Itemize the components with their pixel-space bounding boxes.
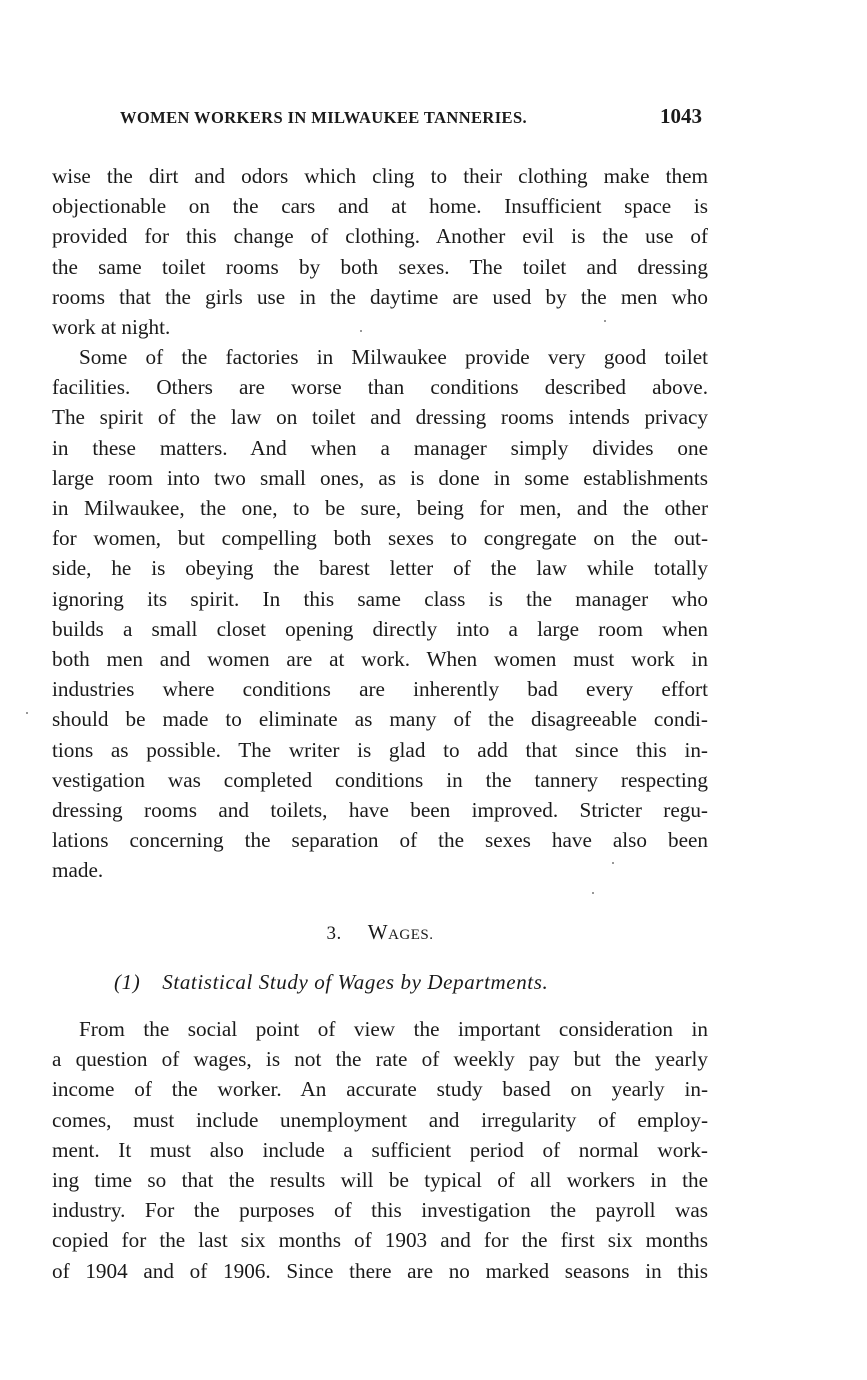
text-line: of 1904 and of 1906. Since there are no marked seasons in this — [52, 1258, 708, 1283]
text-line: From the social point of view the important consideration in — [79, 1017, 708, 1041]
text-line: ing time so that the results will be typical of all workers in the — [52, 1168, 708, 1193]
text-line: lations concerning the separation of the sexes have also been — [52, 828, 708, 853]
text-line: builds a small closet opening directly into a large room when — [52, 616, 708, 641]
paragraph-2 — [52, 342, 708, 886]
text-line: in these matters. And when a manager simply divides one — [52, 435, 708, 460]
running-head — [52, 104, 709, 134]
section-title-initial: W — [367, 920, 389, 944]
section-heading — [0, 920, 760, 945]
text-line: copied for the last six months of 1903 and for the first six months — [52, 1228, 708, 1253]
text-line: industry. For the purposes of this investigation the payroll was — [52, 1198, 708, 1223]
section-number: 3. — [326, 923, 342, 944]
subsection-title: Statistical Study of Wages by Departments. — [162, 970, 549, 994]
running-title: WOMEN WORKERS IN MILWAUKEE TANNERIES. — [120, 108, 528, 127]
scan-speck — [604, 320, 606, 322]
text-line: comes, must include unemployment and irregularity of employ- — [52, 1107, 708, 1132]
section-title-rest: AGES. — [388, 927, 434, 943]
text-line: should be made to eliminate as many of the disagreeable condi- — [52, 707, 708, 732]
scan-speck — [612, 862, 614, 864]
text-line: a question of wages, is not the rate of weekly pay but the yearly — [52, 1047, 708, 1072]
paragraph-1 — [52, 161, 708, 342]
text-line: side, he is obeying the barest letter of the law while totally — [52, 556, 708, 581]
paragraph-3 — [52, 1014, 708, 1286]
text-line: for women, but compelling both sexes to congregate on the out- — [52, 526, 708, 551]
text-line: industries where conditions are inherently bad every effort — [52, 677, 708, 702]
text-line: both men and women are at work. When women must work in — [52, 647, 708, 672]
text-line: income of the worker. An accurate study based on yearly in- — [52, 1077, 708, 1102]
text-line: Some of the factories in Milwaukee provide very good toilet — [79, 345, 708, 369]
subsection-heading — [114, 970, 548, 995]
page-number: 1043 — [660, 104, 702, 128]
subsection-number: (1) — [114, 970, 141, 994]
text-line: dressing rooms and toilets, have been improved. Stricter regu- — [52, 798, 708, 823]
text-line: ignoring its spirit. In this same class is the manager who — [52, 586, 708, 611]
text-line: The spirit of the law on toilet and dressing rooms intends privacy — [52, 405, 708, 430]
text-line: large room into two small ones, as is done in some establishments — [52, 465, 708, 490]
text-line: made. — [52, 858, 104, 883]
text-line: objectionable on the cars and at home. Insufficient space is — [52, 194, 708, 219]
scan-speck — [360, 330, 362, 332]
text-line: rooms that the girls use in the daytime are used by the men who — [52, 284, 708, 309]
scan-speck — [592, 892, 594, 894]
text-line: vestigation was completed conditions in the tannery respecting — [52, 767, 708, 792]
text-line: facilities. Others are worse than conditions described above. — [52, 375, 708, 400]
text-line: tions as possible. The writer is glad to add that since this in- — [52, 737, 708, 762]
scan-speck — [26, 712, 28, 714]
text-line: in Milwaukee, the one, to be sure, being for men, and the other — [52, 496, 708, 521]
text-line: work at night. — [52, 315, 171, 340]
text-line: ment. It must also include a sufficient period of normal work- — [52, 1137, 708, 1162]
text-line: the same toilet rooms by both sexes. The toilet and dressing — [52, 254, 708, 279]
text-line: provided for this change of clothing. Another evil is the use of — [52, 224, 708, 249]
text-line: wise the dirt and odors which cling to their clothing make them — [52, 164, 708, 188]
